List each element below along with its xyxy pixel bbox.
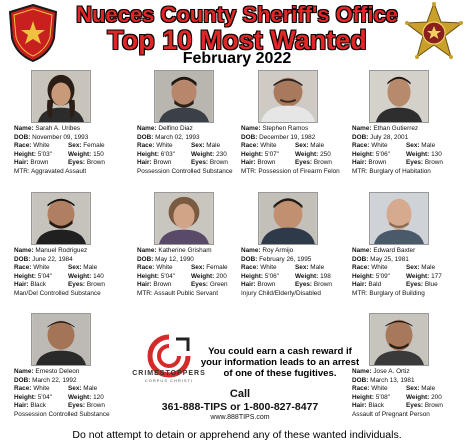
label-name: Name: [14,368,34,375]
title-line-1: Nueces County Sheriff's Office [76,2,398,27]
person-sex: Male [310,142,325,150]
person-height: 5'06" [375,150,390,158]
person-name: Manuel Rodriguez [35,247,88,254]
label-eyes: Eyes: [406,281,424,289]
person-hair: Brown [257,281,276,289]
person-weight: 177 [431,272,442,280]
person-hair: Black [30,281,46,289]
person-height: 5'04" [160,272,175,280]
label-hair: Hair: [137,159,152,167]
person-hair: Brown [153,281,172,289]
person-name: Edward Baxter [373,247,416,254]
person-charge: MTR: Possession of Firearm Felon [241,167,340,175]
person-dob: July 28, 2001 [370,133,409,141]
label-dob: DOB: [352,133,369,141]
label-hair: Hair: [14,159,29,167]
person-charge: MTR: Aggravated Assault [14,167,87,175]
label-sex: Sex: [406,142,420,150]
mugshot-photo [31,313,91,366]
label-height: Height: [14,272,37,280]
sheriff-star-badge-icon [404,2,464,64]
person-weight: 140 [93,272,104,280]
mugshot-photo [258,70,318,123]
person-race: White [156,142,173,150]
person-eyes: Brown [313,281,332,289]
person-name: Delfino Diaz [158,125,193,132]
person-race: White [371,385,388,393]
label-weight: Weight: [191,272,215,280]
label-hair: Hair: [14,402,29,410]
header [0,0,474,72]
person-sex: Female [206,264,228,272]
label-name: Name: [137,247,157,254]
label-sex: Sex: [406,264,420,272]
wanted-card-5 [14,192,132,308]
person-hair: Brown [368,159,387,167]
person-charge: Injury Child/Elderly/Disabled [241,289,321,297]
label-weight: Weight: [68,272,92,280]
label-hair: Hair: [241,159,256,167]
footer-warning: Do not attempt to detain or apprehend any of these wanted individuals. [72,429,402,441]
label-height: Height: [241,272,264,280]
person-hair: Black [30,402,46,410]
person-eyes: Green [209,281,228,289]
person-eyes: Brown [86,281,105,289]
label-name: Name: [137,125,157,132]
person-weight: 200 [431,393,442,401]
label-name: Name: [241,125,261,132]
label-race: Race: [137,264,155,272]
person-weight: 250 [320,150,331,158]
label-dob: DOB: [241,133,258,141]
subtitle: February 2022 [182,50,292,67]
person-sex: Male [206,142,221,150]
label-hair: Hair: [352,159,367,167]
mugshot-photo [31,192,91,245]
label-hair: Hair: [352,281,367,289]
person-dob: May 25, 1981 [370,255,409,263]
label-weight: Weight: [191,150,215,158]
person-height: 5'09" [375,272,390,280]
person-charge: MTR: Assault Public Servant [137,289,218,297]
person-weight: 120 [93,393,104,401]
label-height: Height: [352,272,375,280]
label-race: Race: [352,142,370,150]
wanted-card-6 [137,192,258,308]
label-race: Race: [241,142,259,150]
wanted-card-7 [241,192,359,308]
label-weight: Weight: [406,150,430,158]
person-eyes: Brown [313,159,332,167]
person-eyes: Brown [424,159,443,167]
label-height: Height: [352,393,375,401]
label-weight: Weight: [68,393,92,401]
label-weight: Weight: [68,150,92,158]
person-weight: 130 [431,150,442,158]
label-eyes: Eyes: [191,281,209,289]
person-sex: Male [310,264,325,272]
person-eyes: Brown [424,402,443,410]
person-hair: Bald [368,281,382,289]
label-sex: Sex: [191,264,205,272]
person-height: 6'03" [160,150,175,158]
person-height: 5'07" [264,150,279,158]
label-race: Race: [14,385,32,393]
mugshot-photo [369,313,429,366]
person-name: Ernesto Deleon [35,368,80,375]
label-sex: Sex: [406,385,420,393]
label-sex: Sex: [68,142,82,150]
label-weight: Weight: [406,272,430,280]
person-height: 5'04" [37,272,52,280]
label-eyes: Eyes: [406,402,424,410]
person-weight: 198 [320,272,331,280]
person-weight: 200 [216,272,227,280]
label-name: Name: [14,247,34,254]
label-height: Height: [137,272,160,280]
label-height: Height: [352,150,375,158]
label-dob: DOB: [352,376,369,384]
person-race: White [371,264,388,272]
wanted-card-8 [352,192,470,308]
person-race: White [33,142,50,150]
person-name: Ethan Gutierrez [373,125,419,132]
label-name: Name: [352,368,372,375]
person-dob: March 13, 1981 [370,376,415,384]
label-race: Race: [352,385,370,393]
label-sex: Sex: [191,142,205,150]
label-name: Name: [14,125,34,132]
person-sex: Male [83,264,98,272]
person-weight: 150 [93,150,104,158]
title-line-2: Top 10 Most Wanted [107,25,367,55]
wanted-card-10 [352,313,470,429]
wanted-card-4 [352,70,470,186]
wanted-card-2 [137,70,258,186]
label-sex: Sex: [68,385,82,393]
label-weight: Weight: [295,150,319,158]
label-eyes: Eyes: [68,159,86,167]
label-race: Race: [14,142,32,150]
label-weight: Weight: [295,272,319,280]
label-name: Name: [241,247,261,254]
person-sex: Female [83,142,105,150]
person-sex: Male [421,264,436,272]
label-race: Race: [14,264,32,272]
person-hair: Black [368,402,384,410]
person-height: 5'04" [37,393,52,401]
label-hair: Hair: [137,281,152,289]
wanted-card-9 [14,313,132,429]
label-hair: Hair: [241,281,256,289]
label-sex: Sex: [68,264,82,272]
person-charge: Assault of Pregnant Person [352,410,430,418]
person-dob: November 09, 1993 [32,133,89,141]
person-race: White [260,264,277,272]
person-hair: Brown [257,159,276,167]
person-weight: 230 [216,150,227,158]
person-hair: Brown [30,159,49,167]
person-race: White [33,385,50,393]
person-eyes: Blue [424,281,438,289]
label-dob: DOB: [14,133,31,141]
person-dob: February 26, 1995 [259,255,312,263]
person-sex: Male [421,385,436,393]
crimestoppers-region: CORPUS CHRISTI [144,378,194,383]
label-dob: DOB: [137,133,154,141]
mugshot-photo [369,70,429,123]
person-charge: Possession Controlled Substance [137,167,233,175]
mugshot-photo [154,192,214,245]
person-race: White [156,264,173,272]
person-dob: December 19, 1982 [259,133,316,141]
label-dob: DOB: [14,255,31,263]
person-charge: MTR: Burglary of Building [352,289,425,297]
label-sex: Sex: [295,264,309,272]
label-height: Height: [137,150,160,158]
reward-text: You could earn a cash reward if your information leads to an arrest of one of these fugitives. [200,346,360,379]
label-eyes: Eyes: [295,281,313,289]
label-name: Name: [352,125,372,132]
label-height: Height: [14,393,37,401]
wanted-card-1 [14,70,132,186]
label-weight: Weight: [406,393,430,401]
person-charge: Man/Del Controlled Substance [14,289,101,297]
label-dob: DOB: [241,255,258,263]
person-name: Katherine Grisham [158,247,212,254]
person-race: White [260,142,277,150]
label-sex: Sex: [295,142,309,150]
label-hair: Hair: [352,402,367,410]
person-sex: Male [83,385,98,393]
person-eyes: Brown [86,159,105,167]
phone-numbers[interactable]: 361-888-TIPS or 1-800-827-8477 [161,401,319,413]
person-charge: MTR: Burglary of Habitation [352,167,431,175]
person-name: Roy Armijo [262,247,294,254]
call-label: Call [229,388,251,400]
mugshot-photo [258,192,318,245]
person-height: 5'03" [37,150,52,158]
person-eyes: Brown [86,402,105,410]
label-race: Race: [137,142,155,150]
label-dob: DOB: [137,255,154,263]
person-height: 5'08" [375,393,390,401]
person-dob: June 22, 1984 [32,255,73,263]
person-name: Sarah A. Uribes [35,125,81,132]
person-dob: May 12, 1990 [155,255,194,263]
label-eyes: Eyes: [68,402,86,410]
crimestoppers-name: CRIMESTOPPERS [132,370,206,377]
label-eyes: Eyes: [295,159,313,167]
mugshot-photo [31,70,91,123]
person-charge: Possession Controlled Substance [14,410,110,418]
label-hair: Hair: [14,281,29,289]
website-link[interactable]: www.888TIPS.com [210,414,270,421]
person-name: Jose A. Ortiz [373,368,410,375]
person-dob: March 02, 1993 [155,133,200,141]
person-hair: Brown [153,159,172,167]
label-race: Race: [241,264,259,272]
person-height: 5'06" [264,272,279,280]
label-eyes: Eyes: [191,159,209,167]
label-height: Height: [14,150,37,158]
person-sex: Male [421,142,436,150]
person-eyes: Brown [209,159,228,167]
label-dob: DOB: [14,376,31,384]
label-eyes: Eyes: [406,159,424,167]
person-race: White [33,264,50,272]
mugshot-photo [369,192,429,245]
label-name: Name: [352,247,372,254]
person-name: Stephen Ramos [262,125,309,132]
wanted-card-3 [241,70,359,186]
label-dob: DOB: [352,255,369,263]
label-eyes: Eyes: [68,281,86,289]
label-race: Race: [352,264,370,272]
person-race: White [371,142,388,150]
mugshot-photo [154,70,214,123]
label-height: Height: [241,150,264,158]
person-dob: March 22, 1992 [32,376,77,384]
sheriff-shield-icon [8,4,58,62]
